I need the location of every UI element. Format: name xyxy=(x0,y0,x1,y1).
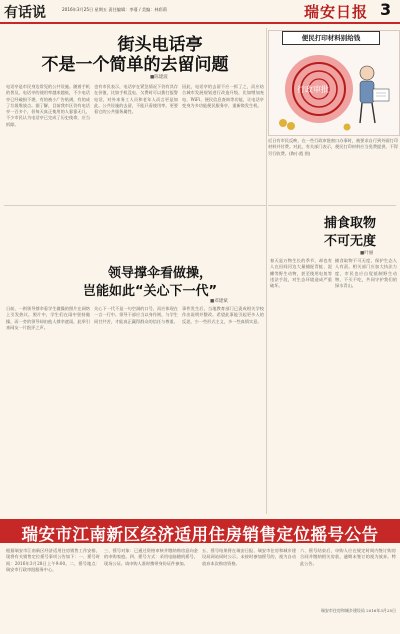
right-headline-line2: 不可无度 xyxy=(323,234,376,249)
second-column-1: 日前，一则领导撑伞看学生做操的照片在网络上引发热议。照片中，学生们在雨中坚持做操，而一旁的领导却由他人撑伞遮雨，此举引来网友一片批评之声。 xyxy=(6,306,90,330)
right-column-1: 春天是万物生长的季节，却也有人在田间河边大量捕捉青蛙、泥鳅等野生动物，甚至使用电鱼等违法手段，对生态环境造成严重破坏。 xyxy=(270,258,332,289)
second-headline-line1: 领导撑伞看做操， xyxy=(107,266,212,281)
notice-column-4: 六、摇号结束后，申购人应在规定时间内签订购房合同并缴纳相关房款，逾期未签订的视为放弃。特此公告。 xyxy=(300,548,396,566)
header-rule xyxy=(0,22,400,24)
notice-column-1: 根据瑞安市江南新区经济适用住房销售工作安排，现将有关销售定位摇号事项公告如下：一、摇号时间：2016年3月28日上午9:00。二、摇号地点：瑞安市行政审批服务中心。 xyxy=(6,548,100,572)
second-column-3: 事件发生后，当地教育部门已责成相关学校作出说明并整改。希望此事能引起更多人的反思，少一些形式主义，多一些真情实意。 xyxy=(182,306,264,324)
cartoon-caption: 近日有市民反映，在一些行政审批窗口办事时，被要求自行到外面打印材料并付费。对此，有关部门表示，便民打印材料应当免费提供，不得另行收费。(陶小霞 图) xyxy=(268,138,398,156)
notice-column-2: 三、摇号对象：已通过资格审核并缴纳购房意向金的申购家庭。四、摇号方式：采用电脑随机摇号，现场公证。请申购人准时携带身份证件参加。 xyxy=(104,548,198,566)
cartoon-drawing xyxy=(269,31,399,135)
banner-title: 瑞安市江南新区经济适用住房销售定位摇号公告 xyxy=(21,525,379,544)
header-meta: 2016年3月25日 星期五 责任编辑：李蔓 / 美编：林彩莉 xyxy=(62,7,167,12)
lead-headline-line2: 不是一个简单的去留问题 xyxy=(41,55,229,75)
section-title: 有话说 xyxy=(4,5,46,21)
second-column-2: 关心下一代不是一句空洞的口号，而应体现在一言一行中。领导干部应当以身作则，与学生同甘共苦，才能真正赢得群众的信任与尊重。 xyxy=(94,306,178,324)
svg-text:行政审批: 行政审批 xyxy=(297,85,329,94)
cartoon-sign-label: 便民打印材料别给钱 xyxy=(282,31,380,45)
notice-signature: 瑞安市住房和城乡建设局 2016年3月25日 xyxy=(320,608,396,613)
lead-column-3: 因此，电话亭的去留不应一拆了之，而应结合城市发展规划进行改造升级，比如增加充电、WiFi、便民信息查询等功能，让电话亭变身为多功能便民服务亭，重新焕发生机。 xyxy=(182,84,264,108)
lead-byline: ■陈建波 xyxy=(150,75,168,80)
right-byline: ■叶丽 xyxy=(360,251,374,256)
right-column-2: 捕食取物不可无度，保护生态人人有责。相关部门应加大执法力度，市民也应自觉抵制野生动物，不买不吃，共同守护我们的绿水青山。 xyxy=(335,258,397,289)
lead-column-2: 也有市民表示，电话亭在紧急情况下仍有其存在价值，比如手机没电、欠费时可以拨打报警电话，对外来务工人员和老年人而言更是如此。公共设施的去留，不能只看使用率，更要看它的公共服务属性。 xyxy=(94,84,178,115)
page-number: 3 xyxy=(380,0,392,19)
newspaper-masthead: 瑞安日报 xyxy=(304,3,369,21)
lead-headline-line1: 街头电话亭 xyxy=(117,35,203,55)
cartoon-illustration xyxy=(268,30,400,136)
divider xyxy=(4,205,266,206)
second-headline-line2: 岂能如此“关心下一代” xyxy=(82,284,218,299)
notice-column-3: 五、摇号结果将在瑞安日报、瑞安市住房和城乡建设局网站同时公示。未按时参加摇号的，视为自动放弃本次购房资格。 xyxy=(202,548,296,566)
second-byline: ■邓建斌 xyxy=(210,299,228,304)
lead-column-1: 电话亭是市民身边常见的公共设施。随着手机的普及，电话亭的使用率越来越低，不少电话亭已经破损不堪，有的被小广告贴满，有的成了垃圾堆放点。据了解，目前我市区仍有电话亭一百多个，但每天真正使用的人寥寥无几，不少市民认为电话亭已完成了历史使命，应当拆除。 xyxy=(6,84,90,127)
right-headline-line1: 捕食取物 xyxy=(323,216,376,231)
column-divider xyxy=(266,28,267,514)
divider xyxy=(268,205,396,206)
